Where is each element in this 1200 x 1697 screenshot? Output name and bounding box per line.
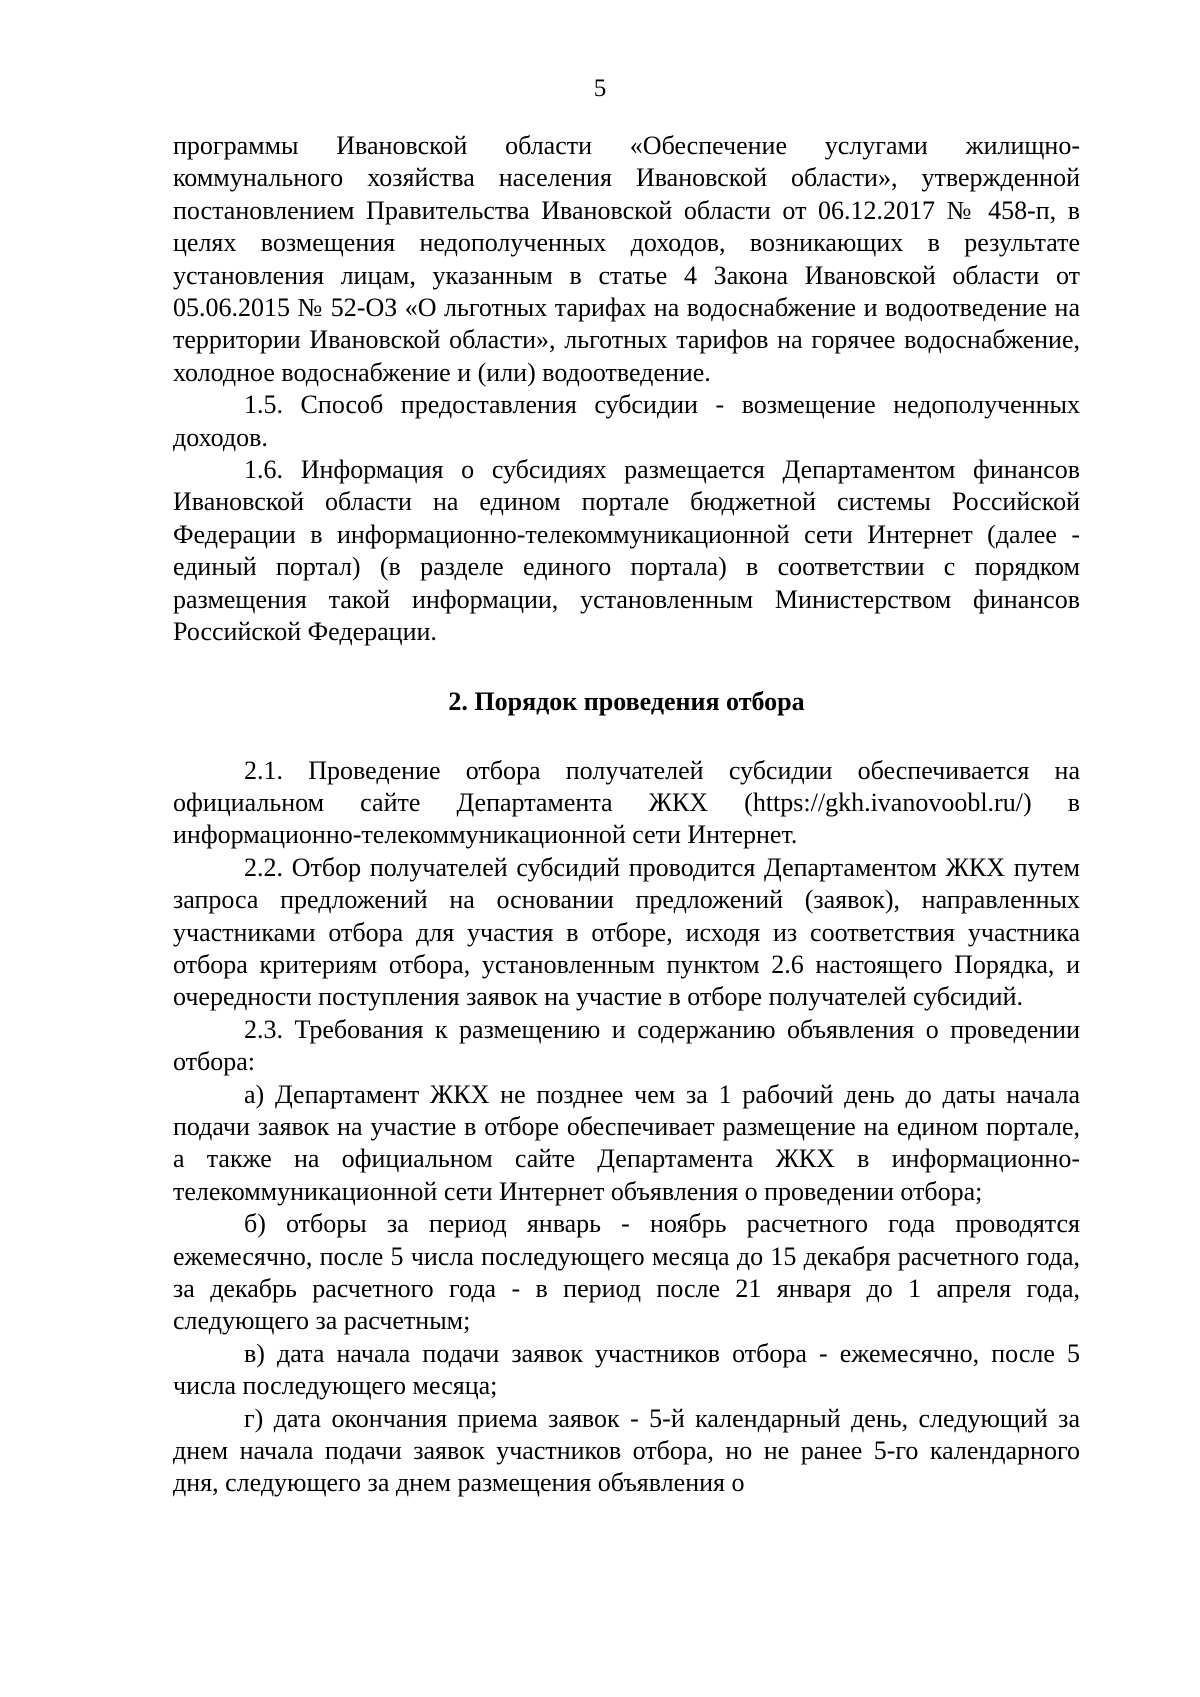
paragraph-2-3-v: в) дата начала подачи заявок участников отбора - ежемесячно, после 5 числа последующего месяца; [173, 1338, 1080, 1401]
paragraph-2-2: 2.2. Отбор получателей субсидий проводится Департаментом ЖКХ путем запроса предложений на основании предложений (заявок), направленных участниками отбора для участия в отборе, исходя из соответствия участника отбора критериям отбора, установленным пунктом 2.6 настоящего Порядка, и очередности поступления заявок на участие в отборе получателей субсидий. [173, 852, 1080, 1012]
paragraph-2-3-b: б) отборы за период январь - ноябрь расчетного года проводятся ежемесячно, после 5 числа последующего месяца до 15 декабря расчетного года, за декабрь расчетного года - в период после 21 января до 1 апреля года, следующего за расчетным; [173, 1209, 1080, 1336]
paragraph-2-1: 2.1. Проведение отбора получателей субсидии обеспечивается на официальном сайте Департамента ЖКХ (https://gkh.ivanovoobl.ru/) в информационно-телекоммуникационной сети Интернет. [173, 755, 1080, 850]
paragraph-2-3-g: г) дата окончания приема заявок - 5-й календарный день, следующий за днем начала подачи заявок участников отбора, но не ранее 5-го календарного дня, следующего за днем размещения объявления о [173, 1403, 1080, 1498]
paragraph-1-5: 1.5. Способ предоставления субсидии - возмещение недополученных доходов. [173, 390, 1080, 452]
paragraph-continuation: программы Ивановской области «Обеспечение услугами жилищно-коммунального хозяйства населения Ивановской области», утвержденной постановлением Правительства Ивановской области от 06.12.2017 № 458-п, в целях возмещения недополученных доходов, возникающих в результате установления лицам, указанным в статье 4 Закона Ивановской области от 05.06.2015 № 52-ОЗ «О льготных тарифах на водоснабжение и водоотведение на территории Ивановской области», льготных тарифов на горячее водоснабжение, холодное водоснабжение и (или) водоотведение. [173, 131, 1080, 387]
document-body [173, 130, 1080, 1500]
paragraph-1-6: 1.6. Информация о субсидиях размещается Департаментом финансов Ивановской области на едином портале бюджетной системы Российской Федерации в информационно-телекоммуникационной сети Интернет (далее - единый портал) (в разделе единого портала) в соответствии с порядком размещения такой информации, установленным Министерством финансов Российской Федерации. [173, 455, 1080, 647]
paragraph-2-3: 2.3. Требования к размещению и содержанию объявления о проведении отбора: [173, 1014, 1080, 1077]
section-heading: 2. Порядок проведения отбора [448, 686, 805, 716]
paragraph-2-3-a: а) Департамент ЖКХ не позднее чем за 1 рабочий день до даты начала подачи заявок на участие в отборе обеспечивает размещение на едином портале, а также на официальном сайте Департамента ЖКХ в информационно-телекоммуникационной сети Интернет объявления о проведении отбора; [173, 1079, 1080, 1206]
page-number: 5 [593, 75, 607, 102]
